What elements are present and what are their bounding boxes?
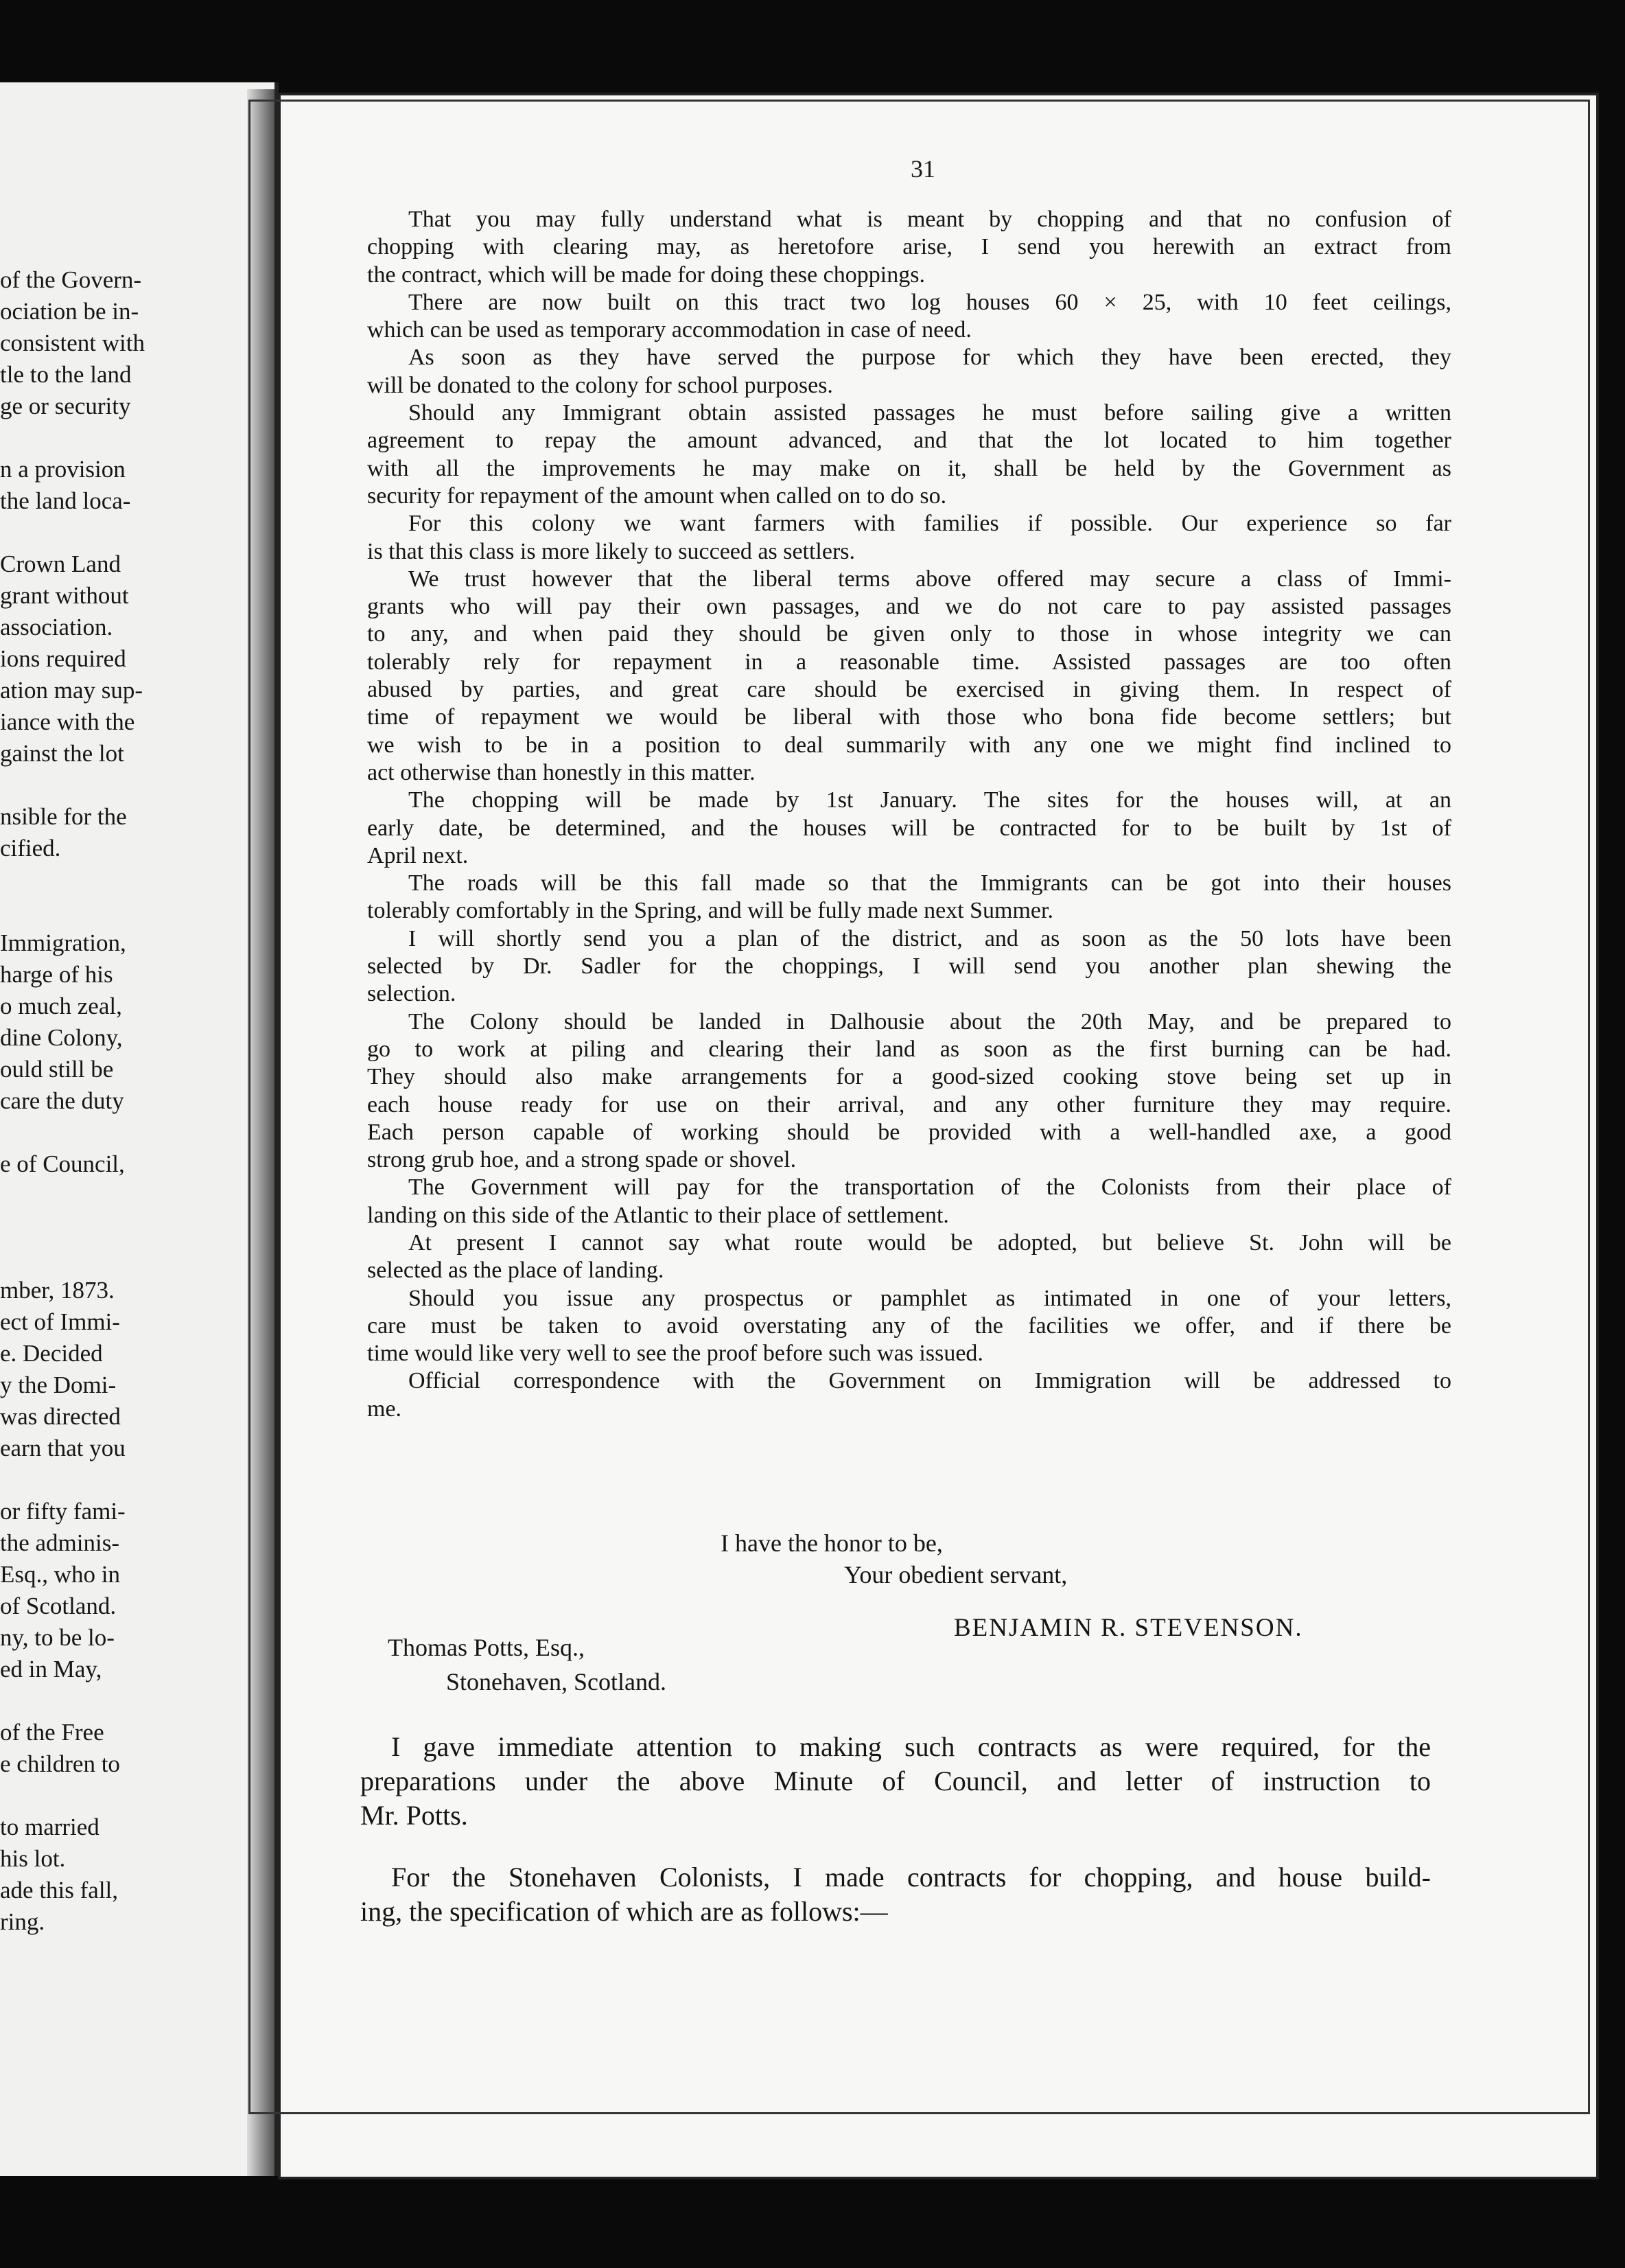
left-page-line: mber, 1873. [0,1277,115,1304]
left-page-line [0,1117,199,1148]
left-page-line: consistent with [0,329,145,356]
report-line: ing, the specification of which are as follows:— [360,1896,888,1927]
left-page-line [0,896,199,927]
letter-line: Each person capable of working should be provided with a well-handled axe, a good [367,1119,1451,1145]
left-page-line: harge of his [0,961,113,988]
left-page-line: ade this fall, [0,1877,119,1903]
letter-line: which can be used as temporary accommodation in case of need. [367,317,972,343]
left-page-line [0,517,199,548]
left-page-line: was directed [0,1403,121,1430]
left-page-line: association. [0,614,113,640]
letter-line: the contract, which will be made for doing these choppings. [367,262,925,288]
letter-line: care must be taken to avoid overstating any of the facilities we offer, and if there be [367,1312,1451,1339]
letter-line: with all the improvements he may make on it, shall be held by the Government as [367,455,1451,481]
left-page-line: the adminis- [0,1529,119,1556]
left-page-line [0,1180,199,1212]
signature: BENJAMIN R. STEVENSON. [954,1614,1303,1642]
letter-line: selected by Dr. Sadler for the choppings, I will send you another plan shewing the [367,953,1451,980]
letter-line: to any, and when paid they should be given only to those in whose integrity we can [367,621,1451,647]
left-page-line [0,1780,199,1812]
letter-line: selection. [367,981,456,1007]
left-page-line: ation may sup- [0,677,143,704]
left-page-line: or fifty fami- [0,1498,126,1525]
left-page-line: to married [0,1814,100,1840]
left-page-line: ge or security [0,393,131,419]
letter-line: That you may fully understand what is meant by chopping and that no confusion of [408,207,1451,232]
letter-line: I will shortly send you a plan of the district, and as soon as the 50 lots have been [408,925,1451,951]
left-page [0,82,279,2176]
letter-line: me. [367,1396,402,1422]
left-page-line: n a provision [0,456,126,483]
letter-line: The roads will be this fall made so that the Immigrants can be got into their houses [408,870,1451,896]
left-page-line [0,1685,199,1717]
left-page-line: care the duty [0,1087,124,1114]
left-page-line: of the Free [0,1719,104,1746]
letter-line: At present I cannot say what route would be adopted, but believe St. John will be [408,1229,1451,1256]
letter-body [367,206,1451,1423]
letter-line: As soon as they have served the purpose for which they have been erected, they [408,345,1451,371]
letter-line: They should also make arrangements for a good-sized cooking stove being set up in [367,1064,1451,1090]
left-page-line [0,1464,199,1496]
left-page-line: of the Govern- [0,266,142,293]
letter-line: grants who will pay their own passages, and we do not care to pay assisted passages [367,594,1451,620]
letter-line: is that this class is more likely to succeed as settlers. [367,538,856,564]
addressee [388,1630,666,1699]
left-page-line: ions required [0,645,126,672]
left-page-line: his lot. [0,1845,66,1872]
letter-line: landing on this side of the Atlantic to their place of settlement. [367,1202,949,1228]
addressee-place: Stonehaven, Scotland. [446,1668,666,1696]
book-gutter [247,89,274,2176]
letter-line: time would like very well to see the proof before such was issued. [367,1341,983,1367]
letter-line: For this colony we want farmers with families if possible. Our experience so far [408,511,1451,537]
left-page-line: ould still be [0,1056,114,1083]
left-page-line: tle to the land [0,361,132,388]
letter-closing [721,1527,1067,1590]
left-page-line: nsible for the [0,803,127,830]
left-page-line: o much zeal, [0,993,122,1019]
left-page-line: e. Decided [0,1340,103,1367]
left-page-text [0,264,199,1938]
letter-line: security for repayment of the amount when called on to do so. [367,483,947,509]
paragraph-gap [360,1833,1431,1860]
letter-line: Official correspondence with the Government on Immigration will be addressed to [408,1368,1451,1394]
letter-line: abused by parties, and great care should be exercised in giving them. In respect of [367,677,1451,703]
left-page-line [0,769,199,801]
letter-line: Should any Immigrant obtain assisted passages he must before sailing give a written [408,400,1451,426]
letter-line: tolerably comfortably in the Spring, and will be fully made next Summer. [367,898,1053,924]
left-page-line: the land loca- [0,487,131,514]
left-page-line: Esq., who in [0,1561,120,1588]
left-page-line: e of Council, [0,1150,125,1177]
letter-line: agreement to repay the amount advanced, and that the lot located to him together [367,428,1451,454]
closing-salutation: I have the honor to be, [721,1529,943,1557]
letter-line: time of repayment we would be liberal with those who bona fide become settlers; but [367,704,1451,730]
report-line: I gave immediate attention to making such contracts as were required, for the [391,1731,1431,1762]
left-page-line: ect of Immi- [0,1308,120,1335]
left-page-line: ociation be in- [0,298,139,325]
letter-line: We trust however that the liberal terms above offered may secure a class of Immi- [408,566,1451,592]
letter-line: strong grub hoe, and a strong spade or shovel. [367,1147,797,1173]
left-page-line [0,864,199,896]
left-page-line: Immigration, [0,929,126,956]
letter-line: go to work at piling and clearing their land as soon as the first burning can be had. [367,1036,1451,1062]
left-page-line: dine Colony, [0,1024,123,1051]
left-page-line [0,1243,199,1275]
letter-line: each house ready for use on their arrival, and any other furniture they may require. [367,1091,1451,1118]
left-page-line: grant without [0,582,129,609]
letter-line: The chopping will be made by 1st January. The sites for the houses will, at an [408,787,1451,813]
letter-line: April next. [367,842,469,868]
left-page-line: gainst the lot [0,740,124,767]
letter-line: act otherwise than honestly in this matter. [367,759,756,785]
left-page-line: Crown Land [0,551,121,577]
letter-line: early date, be determined, and the houses will be contracted for to be built by 1st of [367,815,1451,841]
report-line: Mr. Potts. [360,1800,468,1831]
letter-line: Should you issue any prospectus or pamphlet as intimated in one of your letters, [408,1285,1451,1311]
left-page-line [0,422,199,454]
addressee-name: Thomas Potts, Esq., [388,1634,585,1661]
letter-line: selected as the place of landing. [367,1258,664,1284]
left-page-line: cified. [0,835,61,861]
letter-line: The Colony should be landed in Dalhousie about the 20th May, and be prepared to [408,1008,1451,1034]
left-page-line: earn that you [0,1435,126,1461]
left-page-line: of Scotland. [0,1593,117,1619]
left-page-line: e children to [0,1750,120,1777]
closing-servant: Your obedient servant, [844,1561,1068,1588]
left-page-line [0,1212,199,1243]
letter-line: There are now built on this tract two log houses 60 × 25, with 10 feet ceilings, [408,289,1451,315]
letter-line: The Government will pay for the transportation of the Colonists from their place of [408,1174,1451,1201]
left-page-line: ny, to be lo- [0,1624,115,1651]
letter-line: chopping with clearing may, as heretofore arise, I send you herewith an extract from [367,234,1451,260]
letter-line: we wish to be in a position to deal summarily with any one we might find inclined to [367,732,1451,758]
left-page-line: iance with the [0,708,135,735]
report-text [360,1730,1431,1929]
page-number: 31 [911,155,935,183]
left-page-line: y the Domi- [0,1372,117,1398]
left-page-line: ed in May, [0,1656,102,1682]
letter-line: will be donated to the colony for school purposes. [367,372,833,398]
letter-line: tolerably rely for repayment in a reasonable time. Assisted passages are too often [367,649,1451,675]
left-page-line: ring. [0,1908,45,1935]
report-line: For the Stonehaven Colonists, I made contracts for chopping, and house build- [391,1862,1431,1893]
report-line: preparations under the above Minute of Council, and letter of instruction to [360,1766,1431,1796]
